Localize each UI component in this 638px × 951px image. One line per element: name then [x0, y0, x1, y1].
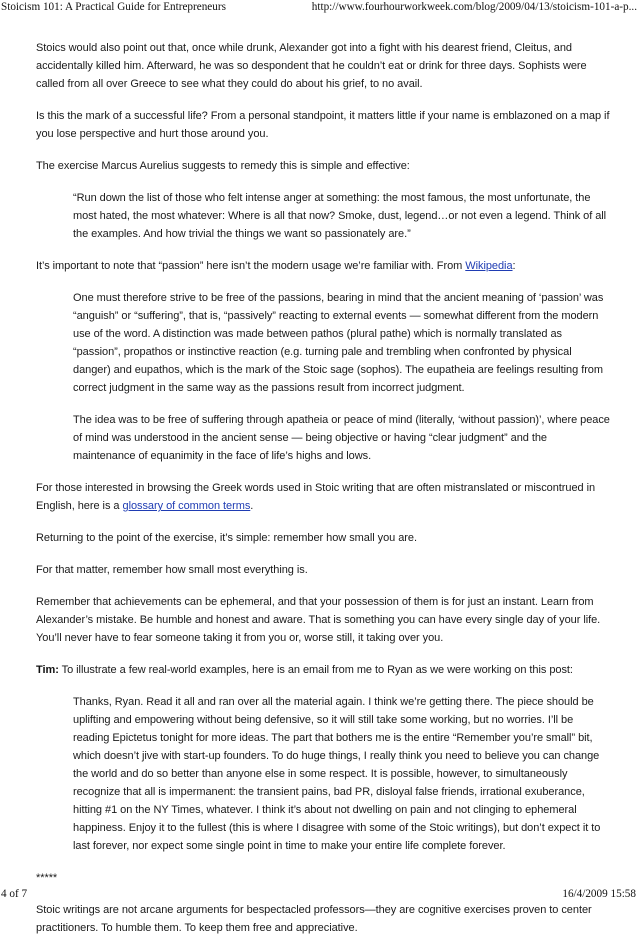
paragraph-text: :: [512, 260, 516, 272]
page-number: 4 of 7: [1, 888, 28, 900]
print-header: [0, 0, 638, 16]
page-title: Stoicism 101: A Practical Guide for Entrepreneurs: [1, 1, 226, 13]
paragraph: Returning to the point of the exercise, it’s simple: remember how small you are.: [36, 532, 417, 544]
blockquote-marcus-aurelius: [73, 189, 610, 243]
page-url: http://www.fourhourworkweek.com/blog/2009/04/13/stoicism-101-a-p...: [311, 1, 637, 13]
paragraph-text: It’s important to note that “passion” here isn’t the modern usage we’re familiar with. From: [36, 260, 466, 272]
paragraph-text: To illustrate a few real-world examples, here is an email from me to Ryan as we were working on this post:: [58, 664, 573, 676]
paragraph: Stoic writings are not arcane arguments for bespectacled professors—they are cognitive exercises proven to center practitioners. To humble them. To keep them free and appreciative.: [36, 904, 592, 934]
author-label: Tim:: [36, 664, 59, 676]
paragraph-wikipedia: [36, 257, 610, 275]
print-datetime: 16/4/2009 15:58: [562, 888, 636, 900]
paragraph: For that matter, remember how small most everything is.: [36, 564, 308, 576]
paragraph: The exercise Marcus Aurelius suggests to remedy this is simple and effective:: [36, 160, 410, 172]
quote-text: “Run down the list of those who felt intense anger at something: the most famous, the most unfortunate, the most hated, the most whatever: Where is all that now? Smoke, dust, legend…or not even a legend. Think of all the examples. And how trivial the things we want so passionately are.”: [73, 192, 607, 240]
quote-text: The idea was to be free of suffering through apatheia or peace of mind (literally, ‘without passion)’, where peace of mind was understood in the ancient sense — being objective or having “clear judgment” and the maintenance of equanimity in the face of life’s highs and lows.: [73, 414, 610, 462]
paragraph-text: .: [250, 500, 254, 512]
blockquote-email: [73, 693, 610, 855]
paragraph-text: For those interested in browsing the Greek words used in Stoic writing that are often mistranslated or miscontrued in English, here is a: [36, 482, 596, 512]
article-body: [36, 39, 610, 951]
print-footer: [0, 888, 638, 902]
glossary-link[interactable]: glossary of common terms: [122, 500, 251, 512]
paragraph: Is this the mark of a successful life? From a personal standpoint, it matters little if your name is emblazoned on a map if you lose perspective and hurt those around you.: [36, 110, 610, 140]
paragraph: Remember that achievements can be ephemeral, and that your possession of them is for just an instant. Learn from Alexander’s mistake. Be humble and honest and aware. That is something you can have every single day of your life. You’ll never have to fear someone taking it from you or, worse still, it taking over you.: [36, 596, 601, 644]
paragraph: Stoics would also point out that, once while drunk, Alexander got into a fight with his dearest friend, Cleitus, and accidentally killed him. Afterward, he was so despondent that he couldn’t eat or drink for three days. Sophists were called from all over Greece to see what they could do about his grief, to no avail.: [36, 42, 587, 90]
quote-text: One must therefore strive to be free of the passions, bearing in mind that the ancient meaning of ‘passion’ was “anguish” or “suffering”, that is, “passively” reacting to external events — somewhat different from the modern use of the word. A distinction was made between pathos (plural pathe) which is normally translated as “passion”, propathos or instinctive reaction (e.g. turning pale and trembling when confronted by physical danger) and eupathos, which is the mark of the Stoic sage (sophos). The eupatheia are feelings resulting from correct judgment in the same way as the passions result from incorrect judgment.: [73, 292, 604, 394]
section-separator: *****: [36, 872, 58, 884]
wikipedia-link[interactable]: Wikipedia: [465, 260, 513, 272]
quote-text: Thanks, Ryan. Read it all and ran over all the material again. I think we’re getting there. The piece should be uplifting and empowering without being defensive, so it will still take some working, but no worries. I’ll be reading Epictetus tonight for more ideas. The part that bothers me is the entire “Remember you’re small” bit, which doesn’t jive with start-up founders. To do huge things, I really think you need to believe you can change the world and do so better than anyone else in some respect. It is possible, however, to simultaneously recognize that all is impermanent: the transient pains, bad PR, disloyal false friends, irrational exuberance, hitting #1 on the NY Times, whatever. I think it’s about not dwelling on pain and not clinging to ephemeral happiness. Enjoy it to the fullest (this is where I disagree with some of the Stoic writings), but don’t expect it to last forever, nor expect some single point in time to make your entire life complete forever.: [73, 696, 601, 852]
blockquote-wikipedia: [73, 289, 610, 465]
paragraph-tim: [36, 661, 610, 679]
paragraph-glossary: [36, 479, 610, 515]
